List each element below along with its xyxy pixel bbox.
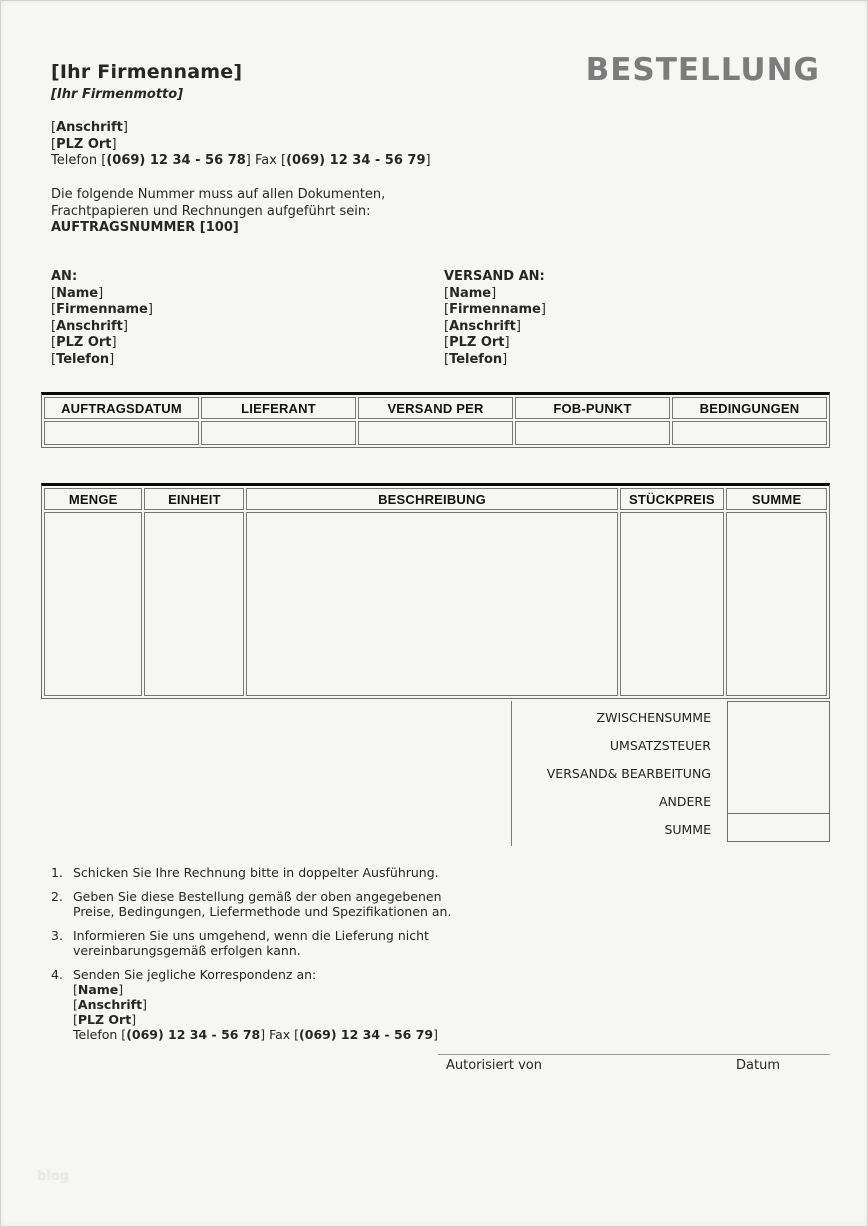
note-text-line: Senden Sie jegliche Korrespondenz an:	[73, 966, 317, 982]
order-number-note	[51, 187, 385, 237]
recipient-to-line: [Firmenname]	[51, 302, 153, 317]
order-date-header: AUFTRAGSDATUM	[44, 397, 199, 419]
other-label: ANDERE	[658, 793, 711, 809]
recipient-to-heading: AN:	[51, 269, 78, 284]
order-note-line: Die folgende Nummer muss auf allen Dokumenten,	[51, 187, 386, 202]
correspondence-line: [Name]	[73, 982, 124, 997]
note-number: 4.	[51, 966, 63, 982]
supplier-header: LIEFERANT	[201, 397, 356, 419]
fob-point-header: FOB-PUNKT	[515, 397, 670, 419]
note-text: Geben Sie diese Bestellung gemäß der oben angegebenen Preise, Bedingungen, Liefermethode und Spezifikationen an.	[73, 888, 452, 919]
recipient-ship-to-line: [PLZ Ort]	[444, 335, 510, 350]
signature-line	[438, 1054, 830, 1055]
subtotal-label: ZWISCHENSUMME	[596, 709, 711, 725]
amount-cell	[726, 512, 827, 696]
recipient-to-line: [Telefon]	[51, 351, 115, 367]
company-address-line: [PLZ Ort]	[51, 136, 117, 152]
unit-cell	[144, 512, 244, 696]
note-item	[51, 889, 459, 920]
quantity-cell	[44, 512, 142, 696]
items-table	[41, 483, 830, 699]
blog-watermark: blog	[37, 1169, 69, 1184]
unit-header: EINHEIT	[144, 488, 244, 510]
date-label: Datum	[736, 1058, 780, 1073]
recipient-to-line: [Anschrift]	[51, 318, 128, 334]
amount-header: SUMME	[726, 488, 827, 510]
correspondence-line: [Anschrift]	[73, 997, 147, 1012]
description-cell	[246, 512, 617, 696]
note-text	[73, 967, 459, 1043]
note-number: 1.	[51, 865, 63, 880]
terms-header: BEDINGUNGEN	[672, 397, 827, 419]
note-number: 3.	[51, 927, 63, 943]
recipient-ship-to-line: [Name]	[444, 285, 497, 301]
items-header-row	[44, 488, 827, 510]
company-name: [Ihr Firmenname]	[51, 61, 243, 83]
totals-value-box	[727, 701, 830, 842]
company-address-line: [Anschrift]	[51, 120, 128, 135]
description-header: BESCHREIBUNG	[246, 488, 617, 510]
recipient-ship-to-line: [Firmenname]	[444, 302, 546, 317]
grand-total-cell	[728, 814, 829, 841]
recipient-to-line: [Name]	[51, 285, 104, 301]
recipient-ship-to-heading: VERSAND AN:	[444, 269, 545, 284]
quantity-header: MENGE	[44, 488, 142, 510]
shipping-handling-label: VERSAND& BEARBEITUNG	[546, 765, 711, 781]
company-address-block	[51, 120, 431, 170]
recipient-ship-to-block	[444, 269, 546, 368]
note-item	[51, 967, 459, 1043]
correspondence-phone-line: Telefon [(069) 12 34 - 56 78] Fax [(069) 12 34 - 56 79]	[73, 1027, 438, 1042]
document-title: BESTELLUNG	[585, 52, 820, 88]
unit-price-header: STÜCKPREIS	[620, 488, 725, 510]
terms-cell	[672, 421, 827, 445]
ship-via-header: VERSAND PER	[358, 397, 513, 419]
correspondence-line: [PLZ Ort]	[73, 1012, 137, 1027]
note-item	[51, 928, 459, 959]
order-info-header-row	[44, 397, 827, 419]
total-label: SUMME	[664, 821, 711, 837]
unit-price-cell	[620, 512, 725, 696]
fob-point-cell	[515, 421, 670, 445]
signature-labels	[438, 1058, 830, 1078]
recipient-to-block	[51, 269, 153, 368]
order-info-value-row	[44, 421, 827, 445]
company-motto: [Ihr Firmenmotto]	[51, 87, 184, 102]
notes-list	[51, 865, 459, 1050]
recipient-to-line: [PLZ Ort]	[51, 335, 117, 350]
totals-values-cell	[728, 702, 829, 814]
company-phone-fax-line: Telefon [(069) 12 34 - 56 78] Fax [(069) 12 34 - 56 79]	[51, 153, 431, 168]
note-number: 2.	[51, 888, 63, 904]
order-number: AUFTRAGSNUMMER [100]	[51, 220, 239, 235]
totals-section	[41, 701, 830, 847]
recipient-ship-to-line: [Anschrift]	[444, 318, 521, 334]
order-note-line: Frachtpapieren und Rechnungen aufgeführt sein:	[51, 203, 371, 219]
order-info-table	[41, 392, 830, 448]
supplier-cell	[201, 421, 356, 445]
recipient-ship-to-line: [Telefon]	[444, 351, 508, 367]
ship-via-cell	[358, 421, 513, 445]
note-item	[51, 865, 459, 881]
totals-labels	[481, 703, 711, 843]
note-text: Schicken Sie Ihre Rechnung bitte in doppelter Ausführung.	[73, 865, 439, 880]
items-body-row	[44, 512, 827, 696]
tax-label: UMSATZSTEUER	[609, 737, 711, 753]
signature-section	[438, 1046, 830, 1078]
note-text: Informieren Sie uns umgehend, wenn die Lieferung nicht vereinbarungsgemäß erfolgen kann.	[73, 927, 429, 958]
authorized-by-label: Autorisiert von	[446, 1058, 542, 1073]
order-date-cell	[44, 421, 199, 445]
